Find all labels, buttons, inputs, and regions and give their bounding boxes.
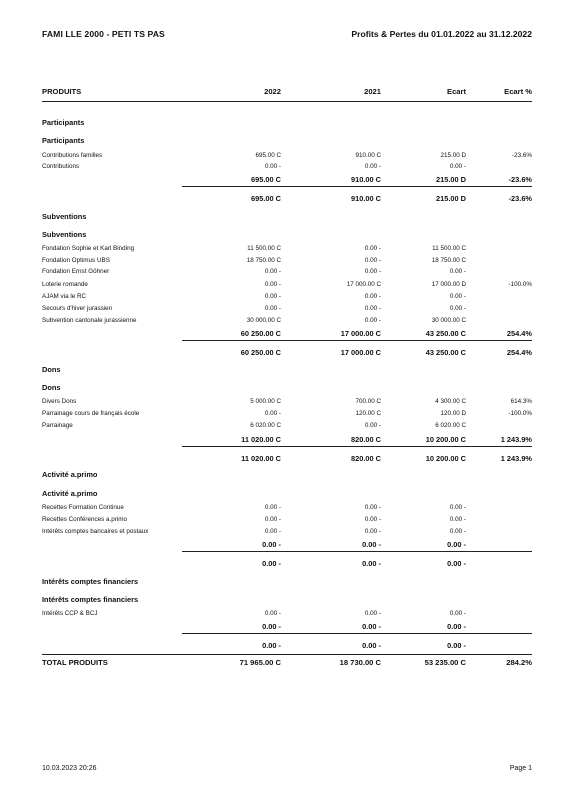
row-label: Divers Dons bbox=[42, 398, 77, 405]
value-2022: 0.00 - bbox=[262, 559, 281, 568]
value-ecart-pct: -23.6% bbox=[508, 194, 532, 203]
value-ecart-pct: -100.0% bbox=[508, 281, 532, 288]
value-2021: 910.00 C bbox=[351, 194, 381, 203]
value-ecart: 0.00 - bbox=[447, 641, 466, 650]
subtotal-rule bbox=[182, 551, 532, 552]
value-ecart: 215.00 D bbox=[440, 152, 466, 159]
value-ecart-pct: -100.0% bbox=[508, 410, 532, 417]
value-ecart: 0.00 - bbox=[447, 622, 466, 631]
value-ecart: 0.00 - bbox=[447, 559, 466, 568]
column-header-2021: 2021 bbox=[364, 87, 381, 96]
table-row bbox=[42, 303, 532, 314]
row-label: Loterie romande bbox=[42, 281, 88, 288]
value-2021: 0.00 - bbox=[362, 622, 381, 631]
value-2021: 820.00 C bbox=[351, 435, 381, 444]
value-2021: 0.00 - bbox=[364, 504, 381, 511]
section-heading bbox=[42, 576, 532, 587]
value-ecart-pct: -23.6% bbox=[512, 152, 532, 159]
table-row bbox=[42, 279, 532, 290]
value-2021: 0.00 - bbox=[364, 245, 381, 252]
table-row bbox=[42, 526, 532, 537]
value-2021: 0.00 - bbox=[362, 559, 381, 568]
value-ecart: 17 000.00 D bbox=[431, 281, 466, 288]
value-ecart: 0.00 - bbox=[449, 610, 466, 617]
row-label: Contributions bbox=[42, 163, 80, 170]
table-row bbox=[42, 396, 532, 407]
table-row bbox=[42, 408, 532, 419]
value-2022: 0.00 - bbox=[264, 293, 281, 300]
table-row bbox=[42, 291, 532, 302]
value-2022: 6 020.00 C bbox=[250, 422, 281, 429]
row-label: Contributions familles bbox=[42, 152, 103, 159]
table-row bbox=[42, 502, 532, 513]
value-ecart: 0.00 - bbox=[449, 268, 466, 275]
row-label: Intérêts CCP & BCJ bbox=[42, 610, 98, 617]
value-2022: 60 250.00 C bbox=[240, 348, 281, 357]
header-rule bbox=[42, 101, 532, 102]
value-ecart-pct: 254.4% bbox=[506, 329, 532, 338]
row-label: Intérêts comptes bancaires et postaux bbox=[42, 528, 149, 535]
value-2022: 71 965.00 C bbox=[239, 658, 281, 667]
row-label: Parrainage cours de français école bbox=[42, 410, 140, 417]
subtotal-rule bbox=[182, 446, 532, 447]
value-2022: 0.00 - bbox=[264, 305, 281, 312]
row-label: Subventions bbox=[42, 230, 87, 239]
value-2021: 0.00 - bbox=[364, 163, 381, 170]
value-2022: 11 020.00 C bbox=[241, 454, 281, 463]
table-row bbox=[42, 243, 532, 254]
row-label: Dons bbox=[42, 365, 61, 374]
value-2021: 700.00 C bbox=[355, 398, 381, 405]
value-ecart-pct: -23.6% bbox=[508, 175, 532, 184]
value-2021: 17 000.00 C bbox=[340, 348, 381, 357]
row-label: Parrainage bbox=[42, 422, 73, 429]
value-2021: 0.00 - bbox=[364, 422, 381, 429]
value-ecart: 30 000.00 C bbox=[431, 317, 466, 324]
value-ecart: 0.00 - bbox=[449, 293, 466, 300]
subsection-heading bbox=[42, 382, 532, 393]
table-row bbox=[42, 150, 532, 161]
value-2021: 0.00 - bbox=[364, 293, 381, 300]
value-2022: 0.00 - bbox=[262, 540, 281, 549]
value-ecart: 215.00 D bbox=[436, 175, 466, 184]
value-2021: 0.00 - bbox=[362, 641, 381, 650]
table-row bbox=[42, 514, 532, 525]
value-ecart-pct: 254.4% bbox=[506, 348, 532, 357]
table-row bbox=[42, 266, 532, 277]
value-2021: 0.00 - bbox=[364, 516, 381, 523]
value-2022: 0.00 - bbox=[264, 281, 281, 288]
value-ecart-pct: 1 243.9% bbox=[500, 454, 532, 463]
value-2021: 0.00 - bbox=[364, 610, 381, 617]
value-ecart: 11 500.00 C bbox=[432, 245, 466, 252]
row-label: Intérêts comptes financiers bbox=[42, 595, 139, 604]
value-2021: 910.00 C bbox=[351, 175, 381, 184]
value-2022: 0.00 - bbox=[264, 528, 281, 535]
value-2022: 695.00 C bbox=[251, 175, 281, 184]
value-ecart: 43 250.00 C bbox=[425, 348, 466, 357]
row-label: Intérêts comptes financiers bbox=[42, 577, 139, 586]
row-label: Fondation Ernst Göhner bbox=[42, 268, 110, 275]
table-row bbox=[42, 161, 532, 172]
subsection-heading bbox=[42, 488, 532, 499]
subtotal-row bbox=[42, 621, 532, 632]
row-label: Fondation Optimus UBS bbox=[42, 257, 110, 264]
row-label: Activité a.primo bbox=[42, 489, 98, 498]
value-2022: 695.00 C bbox=[255, 152, 281, 159]
value-ecart: 6 020.00 C bbox=[435, 422, 466, 429]
value-ecart: 0.00 - bbox=[449, 504, 466, 511]
column-header-label: PRODUITS bbox=[42, 87, 82, 96]
row-label: Secours d'hiver jurassien bbox=[42, 305, 113, 312]
value-2022: 0.00 - bbox=[264, 163, 281, 170]
value-ecart: 43 250.00 C bbox=[425, 329, 466, 338]
value-ecart: 120.00 D bbox=[440, 410, 466, 417]
value-ecart: 10 200.00 C bbox=[425, 454, 466, 463]
table-row bbox=[42, 420, 532, 431]
value-ecart-pct: 614.3% bbox=[510, 398, 532, 405]
value-ecart: 0.00 - bbox=[449, 305, 466, 312]
column-header-ecart-pct: Ecart % bbox=[504, 87, 532, 96]
value-ecart: 0.00 - bbox=[449, 528, 466, 535]
row-label: AJAM via le RC bbox=[42, 293, 87, 300]
value-2021: 820.00 C bbox=[351, 454, 381, 463]
row-label: Subvention cantonale jurassienne bbox=[42, 317, 137, 324]
section-heading bbox=[42, 211, 532, 222]
value-2022: 0.00 - bbox=[264, 516, 281, 523]
row-label: Recettes Conférences a.primo bbox=[42, 516, 128, 523]
subtotal-row bbox=[42, 640, 532, 651]
value-2022: 0.00 - bbox=[264, 610, 281, 617]
row-label: Fondation Sophie et Karl Binding bbox=[42, 245, 135, 252]
table-row bbox=[42, 255, 532, 266]
row-label: TOTAL PRODUITS bbox=[42, 658, 108, 667]
table-row bbox=[42, 315, 532, 326]
value-ecart: 53 235.00 C bbox=[424, 658, 466, 667]
value-2021: 0.00 - bbox=[364, 268, 381, 275]
subtotal-row bbox=[42, 558, 532, 569]
subsection-heading bbox=[42, 135, 532, 146]
value-2022: 0.00 - bbox=[264, 410, 281, 417]
value-ecart: 215.00 D bbox=[436, 194, 466, 203]
total-row bbox=[42, 657, 532, 668]
column-header-row bbox=[42, 87, 532, 99]
value-ecart-pct: 284.2% bbox=[506, 658, 532, 667]
row-label: Activité a.primo bbox=[42, 470, 98, 479]
value-2022: 5 000.00 C bbox=[250, 398, 281, 405]
table-row bbox=[42, 608, 532, 619]
row-label: Recettes Formation Continue bbox=[42, 504, 124, 511]
value-ecart: 0.00 - bbox=[449, 516, 466, 523]
subtotal-row bbox=[42, 328, 532, 339]
value-ecart: 0.00 - bbox=[449, 163, 466, 170]
value-2021: 0.00 - bbox=[364, 305, 381, 312]
value-ecart: 18 750.00 C bbox=[431, 257, 466, 264]
value-2021: 0.00 - bbox=[364, 257, 381, 264]
subtotal-rule bbox=[182, 633, 532, 634]
subsection-heading bbox=[42, 594, 532, 605]
row-label: Dons bbox=[42, 383, 61, 392]
section-heading bbox=[42, 469, 532, 480]
subtotal-row bbox=[42, 174, 532, 185]
column-header-ecart: Ecart bbox=[447, 87, 466, 96]
value-2021: 18 730.00 C bbox=[339, 658, 381, 667]
value-2022: 0.00 - bbox=[262, 622, 281, 631]
value-2022: 11 500.00 C bbox=[247, 245, 281, 252]
value-ecart: 4 300.00 C bbox=[435, 398, 466, 405]
row-label: Participants bbox=[42, 136, 85, 145]
section-heading bbox=[42, 364, 532, 375]
subtotal-row bbox=[42, 193, 532, 204]
subtotal-row bbox=[42, 453, 532, 464]
value-2021: 0.00 - bbox=[364, 528, 381, 535]
total-rule bbox=[42, 654, 532, 655]
value-2022: 0.00 - bbox=[262, 641, 281, 650]
report-header-period: Profits & Pertes du 01.01.2022 au 31.12.2022 bbox=[351, 29, 532, 39]
value-2021: 0.00 - bbox=[364, 317, 381, 324]
value-2021: 17 000.00 C bbox=[340, 329, 381, 338]
value-ecart-pct: 1 243.9% bbox=[500, 435, 532, 444]
row-label: Subventions bbox=[42, 212, 87, 221]
subtotal-row bbox=[42, 539, 532, 550]
section-heading bbox=[42, 117, 532, 128]
value-2022: 18 750.00 C bbox=[246, 257, 281, 264]
value-2021: 120.00 C bbox=[355, 410, 381, 417]
value-ecart: 10 200.00 C bbox=[425, 435, 466, 444]
footer-page: Page 1 bbox=[509, 765, 532, 772]
row-label: Participants bbox=[42, 118, 85, 127]
subtotal-rule bbox=[182, 340, 532, 341]
report-header-company: FAMI LLE 2000 - PETI TS PAS bbox=[42, 29, 165, 39]
value-2021: 17 000.00 C bbox=[346, 281, 381, 288]
subtotal-row bbox=[42, 434, 532, 445]
value-2022: 11 020.00 C bbox=[241, 435, 281, 444]
value-2022: 0.00 - bbox=[264, 504, 281, 511]
footer-date: 10.03.2023 20:26 bbox=[42, 765, 97, 772]
value-2021: 0.00 - bbox=[362, 540, 381, 549]
value-2022: 60 250.00 C bbox=[240, 329, 281, 338]
subsection-heading bbox=[42, 229, 532, 240]
value-ecart: 0.00 - bbox=[447, 540, 466, 549]
value-2022: 0.00 - bbox=[264, 268, 281, 275]
value-2021: 910.00 C bbox=[355, 152, 381, 159]
column-header-2022: 2022 bbox=[264, 87, 281, 96]
value-2022: 30 000.00 C bbox=[246, 317, 281, 324]
subtotal-row bbox=[42, 347, 532, 358]
value-2022: 695.00 C bbox=[251, 194, 281, 203]
subtotal-rule bbox=[182, 186, 532, 187]
